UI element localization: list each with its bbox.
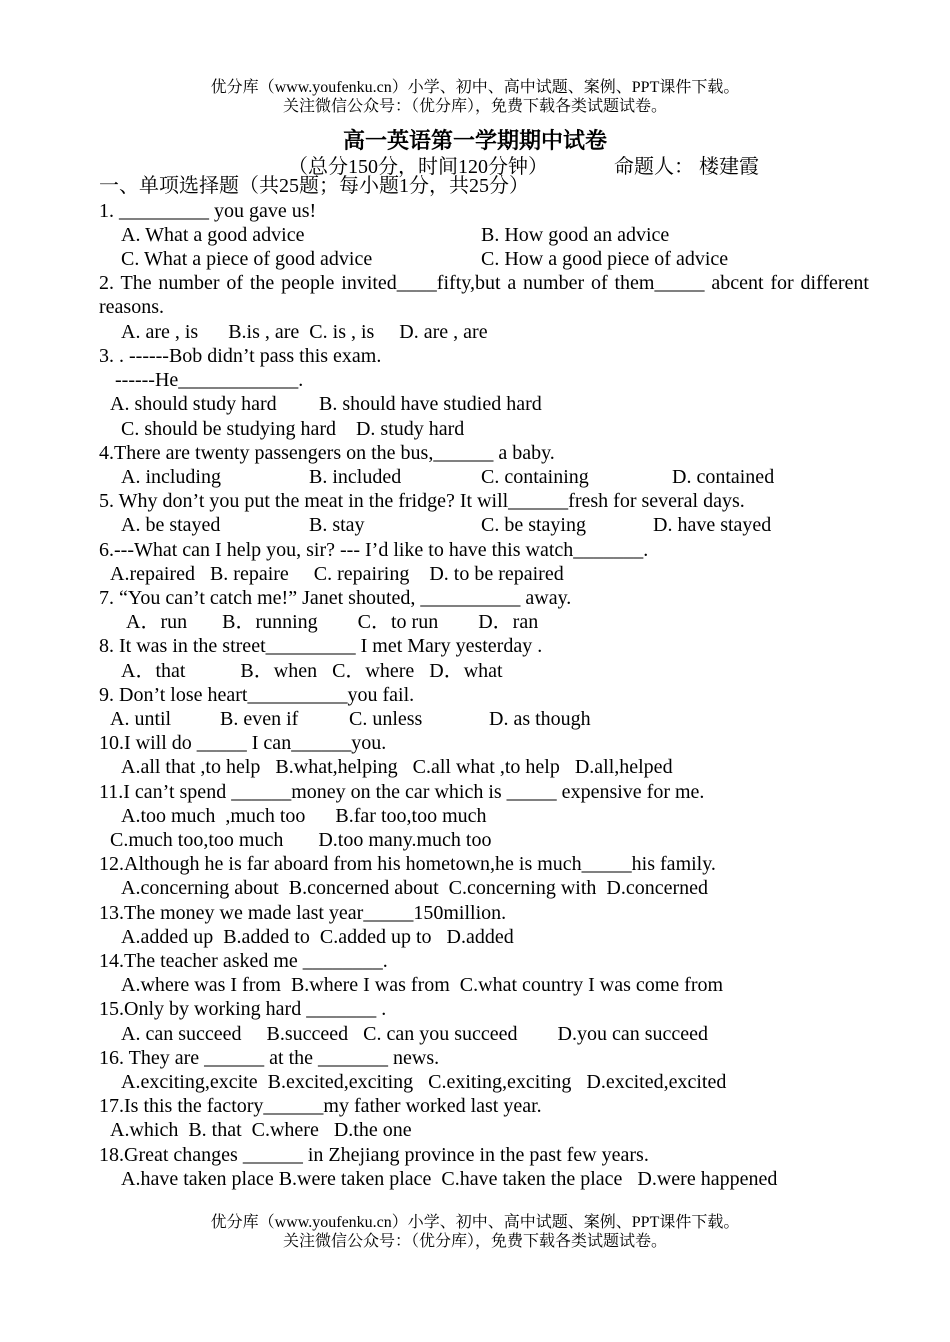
option-b: B. should have studied hard <box>319 393 542 415</box>
footer-line-2: 关注微信公众号：（优分库），免费下载各类试题试卷。 <box>282 1233 667 1250</box>
question-stem: 9. Don’t lose heart__________you fail. <box>99 684 415 706</box>
exam-author: 命题人： 楼建霞 <box>614 156 759 178</box>
page-title: 高一英语第一学期期中试卷 <box>342 128 607 153</box>
option-d: D. contained <box>672 466 775 488</box>
question-stem: 17.Is this the factory______my father worked last year. <box>99 1095 542 1117</box>
question-stem: 18.Great changes ______ in Zhejiang province in the past few years. <box>99 1144 649 1166</box>
option-list: A.where was I from B.where I was from C.what country I was come from <box>121 974 724 996</box>
option-c: C. What a piece of good advice <box>121 248 373 270</box>
section-heading: 一、单项选择题（共25题；每小题1分，共25分） <box>99 175 529 197</box>
question-stem: 11.I can’t spend ______money on the car which is _____ expensive for me. <box>99 781 705 803</box>
footer-line-1: 优分库（www.youfenku.cn）小学、初中、高中试题、案例、PPT课件下载。 <box>210 1214 740 1231</box>
option-d: D. have stayed <box>653 514 772 536</box>
option-b: B. even if <box>220 708 299 730</box>
option-list: A. are , is B.is , are C. is , is D. are , are <box>121 321 488 343</box>
option-list: A．run B．running C．to run D．ran <box>126 611 539 633</box>
option-a: A. What a good advice <box>121 224 305 246</box>
option-list: A.concerning about B.concerned about C.concerning with D.concerned <box>121 877 709 899</box>
question-stem: 16. They are ______ at the _______ news. <box>99 1047 440 1069</box>
question-stem: 3. . ------Bob didn’t pass this exam. <box>99 345 382 367</box>
option-d: D. as though <box>489 708 591 730</box>
option-a: A. including <box>121 466 221 488</box>
question-stem: 4.There are twenty passengers on the bus,______ a baby. <box>99 442 555 464</box>
option-b: B. How good an advice <box>481 224 670 246</box>
option-list: A.exciting,excite B.excited,exciting C.exiting,exciting D.excited,excited <box>121 1071 727 1093</box>
question-stem: 6.---What can I help you, sir? --- I’d like to have this watch_______. <box>99 539 649 561</box>
question-stem: 1. _________ you gave us! <box>99 200 317 222</box>
option-list: A.too much ,much too B.far too,too much <box>121 805 487 827</box>
question-line: ------He____________. <box>115 369 304 391</box>
option-list: A.all that ,to help B.what,helping C.all what ,to help D.all,helped <box>121 756 673 778</box>
option-a: A. until <box>110 708 172 730</box>
option-list: A.repaired B. repaire C. repairing D. to be repaired <box>110 563 564 585</box>
option-list: A.which B. that C.where D.the one <box>110 1119 412 1141</box>
option-b: B. stay <box>309 514 365 536</box>
question-stem: 15.Only by working hard _______ . <box>99 998 387 1020</box>
header-line-1: 优分库（www.youfenku.cn）小学、初中、高中试题、案例、PPT课件下载。 <box>210 79 740 96</box>
question-stem: 13.The money we made last year_____150million. <box>99 902 507 924</box>
option-c: C. containing <box>481 466 589 488</box>
option-c: C. be staying <box>481 514 586 536</box>
question-stem: 12.Although he is far aboard from his hometown,he is much_____his family. <box>99 853 716 875</box>
option-list: A. can succeed B.succeed C. can you succeed D.you can succeed <box>121 1023 708 1045</box>
option-a: A. be stayed <box>121 514 221 536</box>
option-a: A. should study hard <box>110 393 277 415</box>
question-stem: 5. Why don’t you put the meat in the fridge? It will______fresh for several days. <box>99 490 745 512</box>
option-d: C. How a good piece of advice <box>481 248 729 270</box>
header-line-2: 关注微信公众号：（优分库），免费下载各类试题试卷。 <box>282 98 667 115</box>
question-stem: 8. It was in the street_________ I met Mary yesterday . <box>99 635 543 657</box>
exam-info: （总分150分，时间120分钟） <box>288 156 548 178</box>
question-stem: 2. The number of the people invited____fifty,but a number of them_____ abcent for different reasons. <box>99 272 869 318</box>
option-b: B. included <box>309 466 402 488</box>
option-list: A．that B．when C．where D．what <box>121 660 503 682</box>
option-list: C. should be studying hard D. study hard <box>121 418 465 440</box>
option-list: C.much too,too much D.too many.much too <box>110 829 492 851</box>
question-stem: 10.I will do _____ I can______you. <box>99 732 387 754</box>
option-list: A.added up B.added to C.added up to D.added <box>121 926 514 948</box>
option-c: C. unless <box>349 708 423 730</box>
question-stem: 14.The teacher asked me ________. <box>99 950 388 972</box>
question-stem: 7. “You can’t catch me!” Janet shouted, __________ away. <box>99 587 572 609</box>
option-list: A.have taken place B.were taken place C.have taken the place D.were happened <box>121 1168 778 1190</box>
